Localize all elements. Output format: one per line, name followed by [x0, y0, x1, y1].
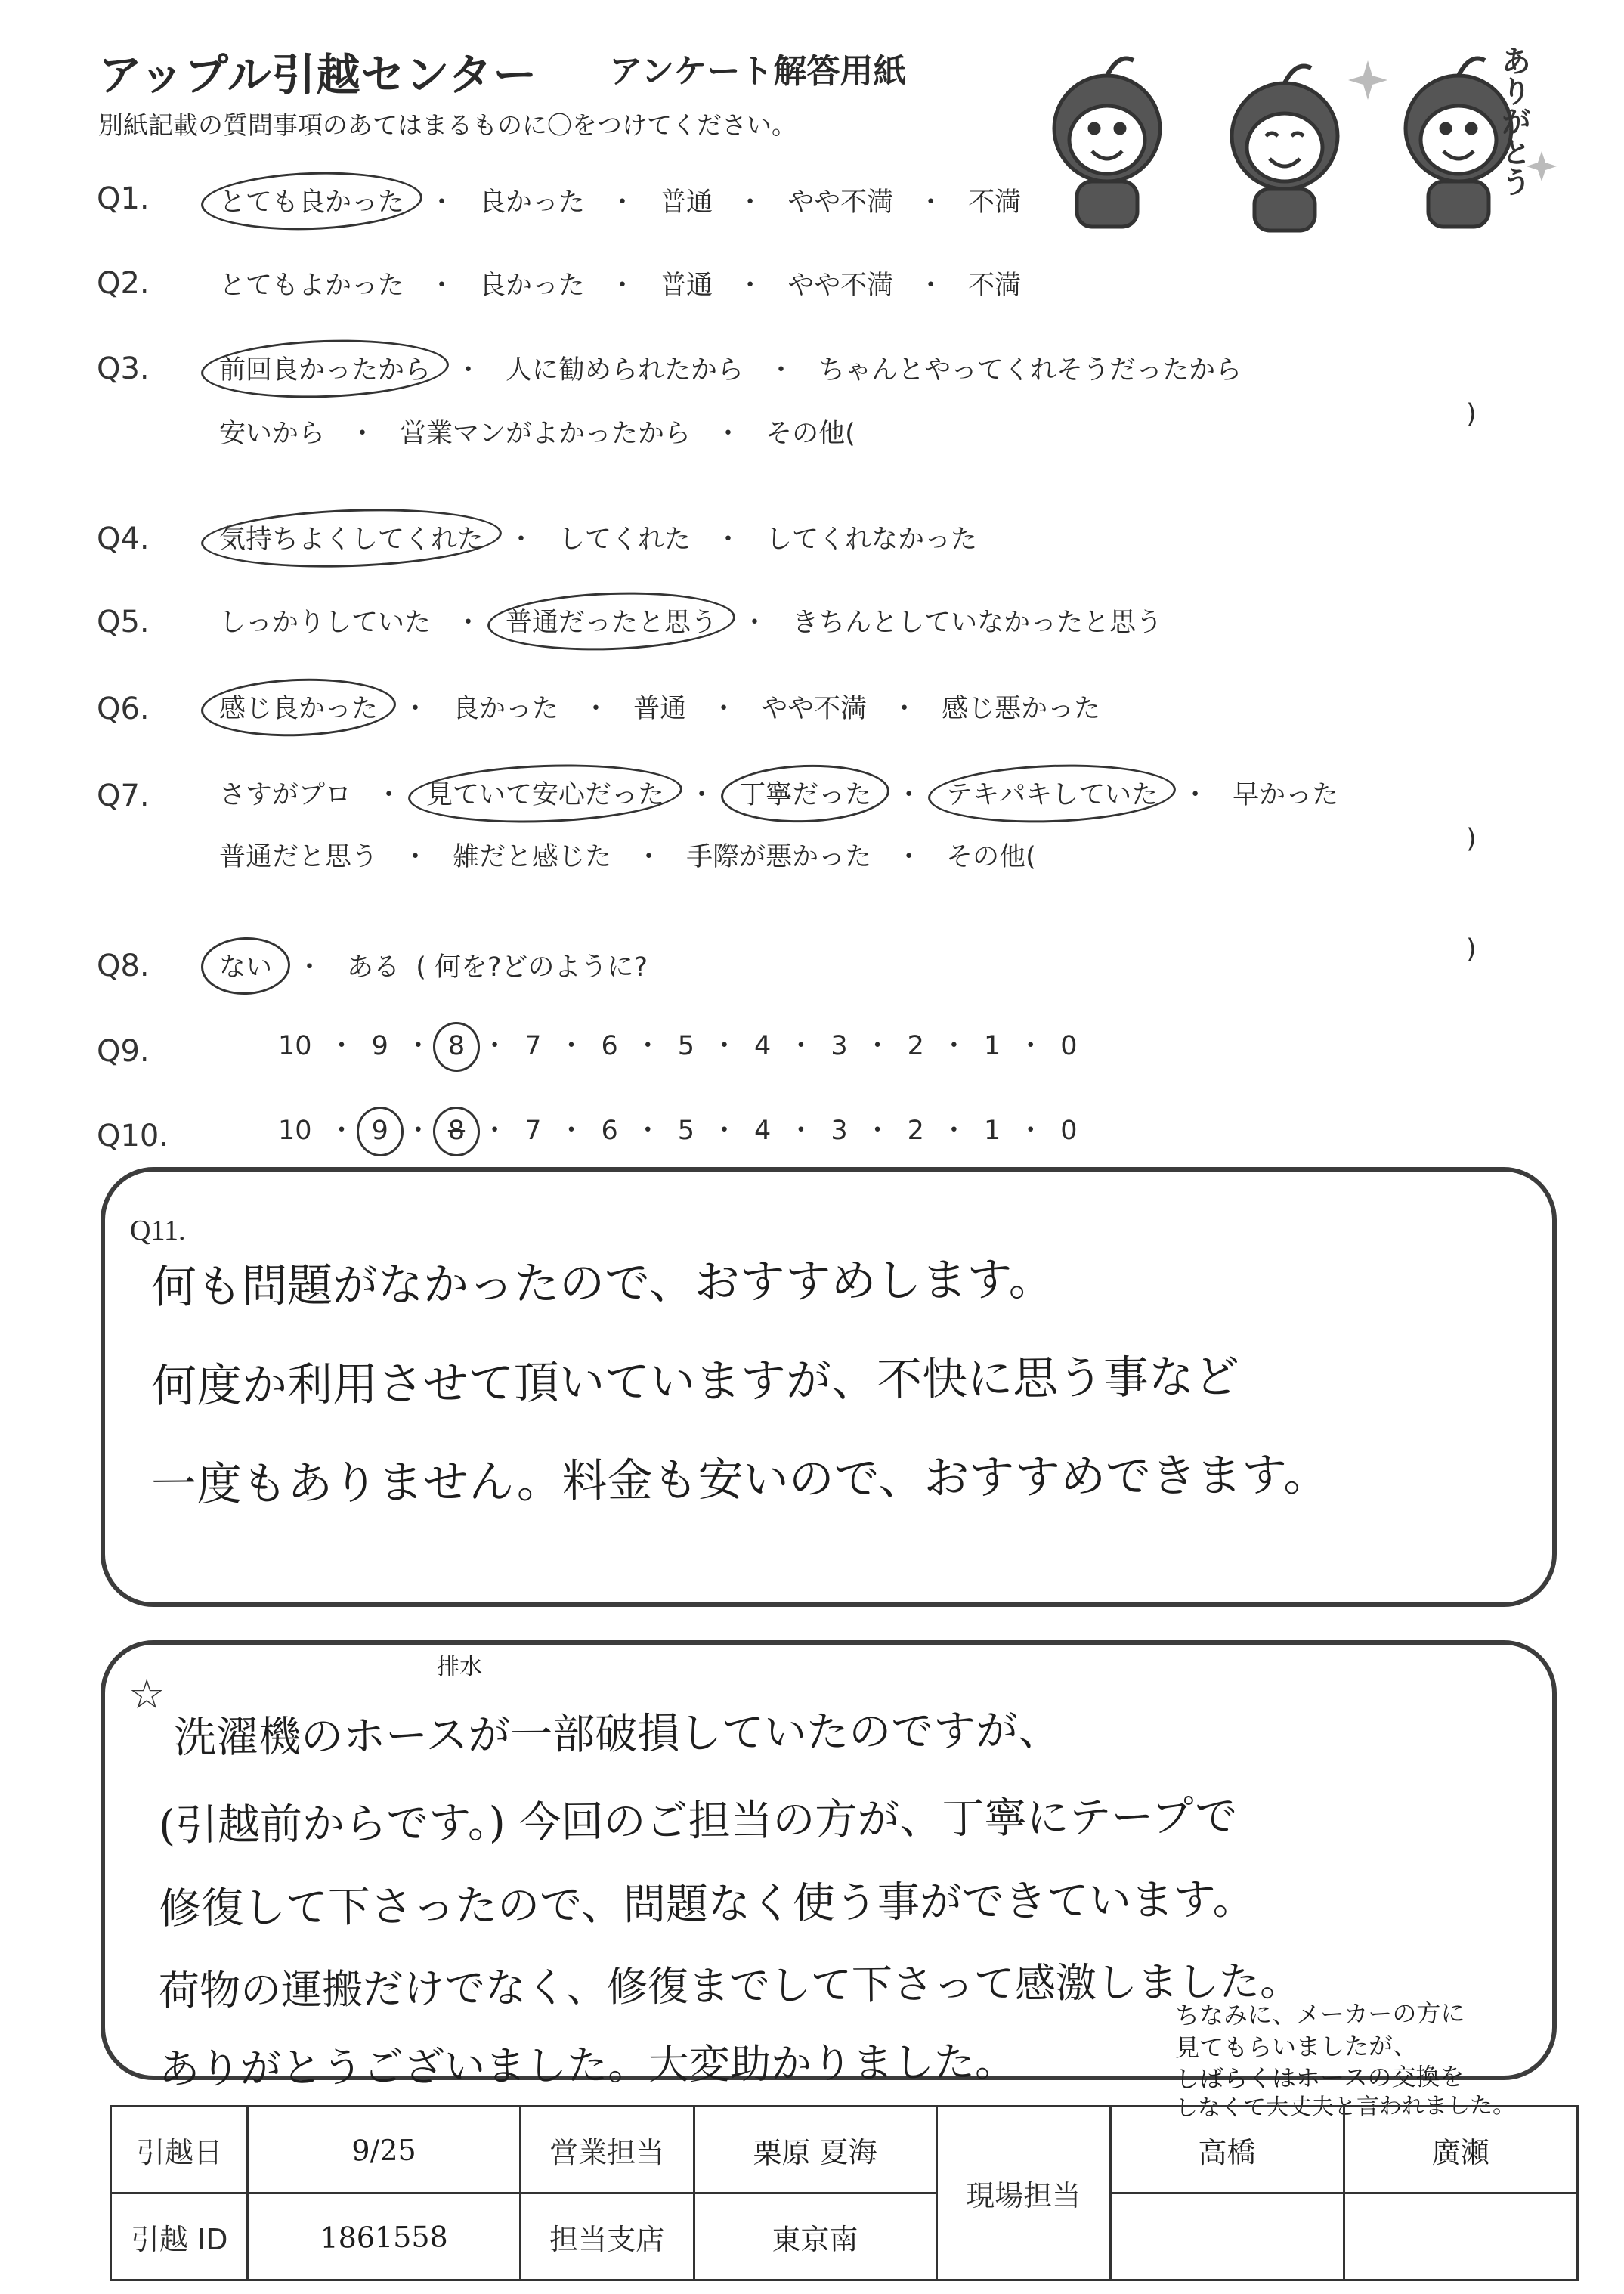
q8-close-paren: ) — [1466, 934, 1477, 964]
q6-option-4[interactable]: やや不満 — [761, 694, 868, 724]
q10-score-7[interactable]: 7 — [524, 1116, 542, 1146]
q7-option-8[interactable]: 手際が悪かった — [686, 842, 872, 872]
q11-line-2: 何度か利用させて頂いていますが、不快に思う事など — [150, 1350, 1240, 1413]
q1-option-3[interactable]: 普通 — [660, 187, 713, 218]
q10-score-4[interactable]: 4 — [754, 1116, 772, 1146]
field-staff-empty-2[interactable] — [1344, 2193, 1577, 2280]
q3-option-4[interactable]: 安いから — [219, 419, 326, 449]
comment-side-note-4: しなくて大丈夫と言われました。 — [1174, 2092, 1516, 2122]
q8-detail: ( 何を?どのように? — [416, 952, 648, 983]
q7-option-7[interactable]: 雑だと感じた — [453, 842, 612, 872]
q4-option-1[interactable]: 気持ちよくしてくれた — [212, 514, 491, 561]
comment-side-note-1: ちなみに、メーカーの方に — [1174, 1998, 1465, 2030]
q9-score-3[interactable]: 3 — [831, 1031, 848, 1061]
q9-score-2[interactable]: 2 — [907, 1031, 924, 1061]
q10-score-9[interactable]: 9 — [367, 1111, 393, 1150]
q4-label: Q4. — [97, 522, 150, 556]
q4-options: 気持ちよくしてくれた ・ してくれた ・ してくれなかった — [212, 514, 985, 561]
q3-option-6[interactable]: その他( — [766, 419, 855, 449]
sales-staff-value[interactable]: 栗原 夏海 — [694, 2105, 937, 2194]
q3-option-5[interactable]: 営業マンがよかったから — [400, 419, 691, 449]
q7-option-5[interactable]: 早かった — [1233, 780, 1339, 810]
sales-staff-label: 営業担当 — [520, 2107, 694, 2193]
q7-option-6[interactable]: 普通だと思う — [219, 842, 379, 872]
q3-option-1[interactable]: 前回良かったから — [212, 345, 438, 392]
comment-side-note-3: しばらくはホースの交換を — [1174, 2062, 1465, 2094]
q6-option-2[interactable]: 良かった — [453, 694, 559, 724]
move-id-label: 引越 ID — [111, 2193, 248, 2280]
q10-score-0[interactable]: 0 — [1060, 1116, 1078, 1146]
comment-line-4: 荷物の運搬だけでなく、修復までして下さって感激しました。 — [158, 1957, 1301, 2015]
field-staff-2[interactable]: 廣瀬 — [1344, 2105, 1578, 2194]
q6-options: 感じ良かった ・ 良かった ・ 普通 ・ やや不満 ・ 感じ悪かった — [212, 683, 1108, 730]
q9-score-4[interactable]: 4 — [754, 1031, 772, 1061]
q2-option-4[interactable]: やや不満 — [787, 271, 894, 301]
q10-scale: 10 ・ 9 ・ 8 ・ 7 ・ 6 ・ 5 ・ 4 ・ 3 ・ 2 ・ 1 ・ 0 — [274, 1110, 1082, 1150]
q9-score-0[interactable]: 0 — [1060, 1031, 1078, 1061]
q9-label: Q9. — [97, 1034, 150, 1069]
q5-option-2[interactable]: 普通だったと思う — [498, 597, 725, 644]
q2-option-3[interactable]: 普通 — [660, 271, 713, 301]
q3-options-line2: 安いから ・ 営業マンがよかったから ・ その他( — [212, 408, 863, 455]
q2-options: とてもよかった ・ 良かった ・ 普通 ・ やや不満 ・ 不満 — [212, 260, 1029, 307]
q5-options: しっかりしていた ・ 普通だったと思う ・ きちんとしていなかったと思う — [212, 597, 1170, 644]
company-name: アップル引越センター — [98, 49, 538, 101]
comment-line-2: (引越前からです。) 今回のご担当の方が、丁寧にテープで — [158, 1791, 1238, 1851]
move-date-label: 引越日 — [111, 2107, 248, 2193]
comment-line-5: ありがとうございました。大変助かりました。 — [158, 2038, 1016, 2093]
q6-option-3[interactable]: 普通 — [633, 694, 687, 724]
q7-option-4[interactable]: テキパキしていた — [939, 769, 1165, 816]
q1-option-1[interactable]: とても良かった — [212, 177, 412, 224]
q8-options: ない ・ ある ( 何を?どのように? — [212, 942, 648, 989]
star-icon: ☆ — [128, 1670, 165, 1718]
q10-score-3[interactable]: 3 — [831, 1116, 848, 1146]
q11-line-3: 一度もありません。料金も安いので、おすすめできます。 — [150, 1448, 1329, 1512]
q6-label: Q6. — [97, 692, 150, 726]
q7-close-paren: ) — [1466, 824, 1477, 854]
comment-side-note-2: 見てもらいましたが、 — [1174, 2031, 1418, 2063]
branch-value[interactable]: 東京南 — [694, 2192, 937, 2281]
q7-option-9[interactable]: その他( — [946, 842, 1036, 872]
instructions: 別紙記載の質問事項のあてはまるものに〇をつけてください。 — [98, 110, 797, 140]
q10-score-10[interactable]: 10 — [278, 1116, 312, 1146]
q1-label: Q1. — [97, 181, 150, 216]
q2-option-2[interactable]: 良かった — [479, 271, 586, 301]
q7-options-line1: さすがプロ ・ 見ていて安心だった ・ 丁寧だった ・ テキパキしていた ・ 早かった — [212, 769, 1346, 816]
monkey-icon — [1054, 59, 1160, 228]
q2-option-5[interactable]: 不満 — [968, 271, 1022, 301]
move-date-value[interactable]: 9/25 — [247, 2105, 520, 2194]
q4-option-3[interactable]: してくれなかった — [766, 525, 978, 555]
q9-scale: 10 ・ 9 ・ 8 ・ 7 ・ 6 ・ 5 ・ 4 ・ 3 ・ 2 ・ 1 ・ 0 — [274, 1025, 1082, 1066]
q6-option-1[interactable]: 感じ良かった — [212, 683, 385, 730]
comment-line-1: 洗濯機のホースが一部破損していたのですが、 — [173, 1705, 1061, 1763]
q8-option-2[interactable]: ある — [347, 952, 401, 983]
q7-option-1[interactable]: さすがプロ — [219, 780, 352, 810]
q1-option-2[interactable]: 良かった — [479, 187, 586, 218]
q3-close-paren: ) — [1466, 399, 1477, 429]
q9-score-10[interactable]: 10 — [278, 1031, 312, 1061]
q9-score-6[interactable]: 6 — [601, 1031, 618, 1061]
thanks-text: ありがとう — [1496, 45, 1531, 197]
q5-option-3[interactable]: きちんとしていなかったと思う — [792, 608, 1163, 638]
q11-label: Q11. — [130, 1215, 186, 1246]
branch-label: 担当支店 — [520, 2193, 694, 2280]
q10-score-5[interactable]: 5 — [677, 1116, 695, 1146]
q7-option-2[interactable]: 見ていて安心だった — [419, 769, 672, 816]
q5-option-1[interactable]: しっかりしていた — [219, 608, 432, 638]
q7-option-3[interactable]: 丁寧だった — [732, 769, 879, 816]
move-info-table — [110, 2105, 1579, 2281]
q5-label: Q5. — [97, 605, 150, 639]
form-title: アンケート解答用紙 — [609, 52, 907, 91]
q4-option-2[interactable]: してくれた — [558, 525, 691, 555]
q2-label: Q2. — [97, 266, 150, 301]
field-staff-1[interactable]: 高橋 — [1110, 2105, 1344, 2194]
q9-score-9[interactable]: 9 — [371, 1031, 388, 1061]
q9-score-1[interactable]: 1 — [983, 1031, 1001, 1061]
q7-label: Q7. — [97, 779, 150, 813]
q3-label: Q3. — [97, 351, 150, 386]
q10-label: Q10. — [97, 1119, 169, 1153]
q3-options-line1: 前回良かったから ・ 人に勧められたから ・ ちゃんとやってくれそうだったから — [212, 345, 1249, 392]
q2-option-1[interactable]: とてもよかった — [219, 271, 405, 301]
q10-score-8[interactable]: 8 — [444, 1111, 469, 1150]
q6-option-5[interactable]: 感じ悪かった — [942, 694, 1101, 724]
q3-option-2[interactable]: 人に勧められたから — [506, 355, 744, 385]
comment-insert-note: 排水 — [436, 1653, 483, 1681]
field-staff-empty-1[interactable] — [1110, 2193, 1344, 2280]
q1-options: とても良かった ・ 良かった ・ 普通 ・ やや不満 ・ 不満 — [212, 177, 1029, 224]
q10-score-1[interactable]: 1 — [983, 1116, 1001, 1146]
q3-option-3[interactable]: ちゃんとやってくれそうだったから — [818, 355, 1242, 385]
q8-option-1[interactable]: ない — [212, 942, 280, 989]
q11-line-1: 何も問題がなかったので、おすすめします。 — [150, 1252, 1054, 1314]
q7-options-line2: 普通だと思う ・ 雑だと感じた ・ 手際が悪かった ・ その他( — [212, 831, 1044, 878]
monkey-icon — [1232, 67, 1338, 231]
q10-score-6[interactable]: 6 — [601, 1116, 618, 1146]
q9-score-8[interactable]: 8 — [444, 1026, 469, 1066]
move-id-value[interactable]: 1861558 — [247, 2192, 520, 2281]
comment-line-3: 修復して下さったので、問題なく使う事ができています。 — [158, 1875, 1255, 1934]
q9-score-7[interactable]: 7 — [524, 1031, 542, 1061]
field-staff-label: 現場担当 — [936, 2107, 1110, 2280]
q10-score-2[interactable]: 2 — [907, 1116, 924, 1146]
q1-option-5[interactable]: 不満 — [968, 187, 1022, 218]
q9-score-5[interactable]: 5 — [677, 1031, 695, 1061]
q8-label: Q8. — [97, 949, 150, 983]
q1-option-4[interactable]: やや不満 — [787, 187, 894, 218]
